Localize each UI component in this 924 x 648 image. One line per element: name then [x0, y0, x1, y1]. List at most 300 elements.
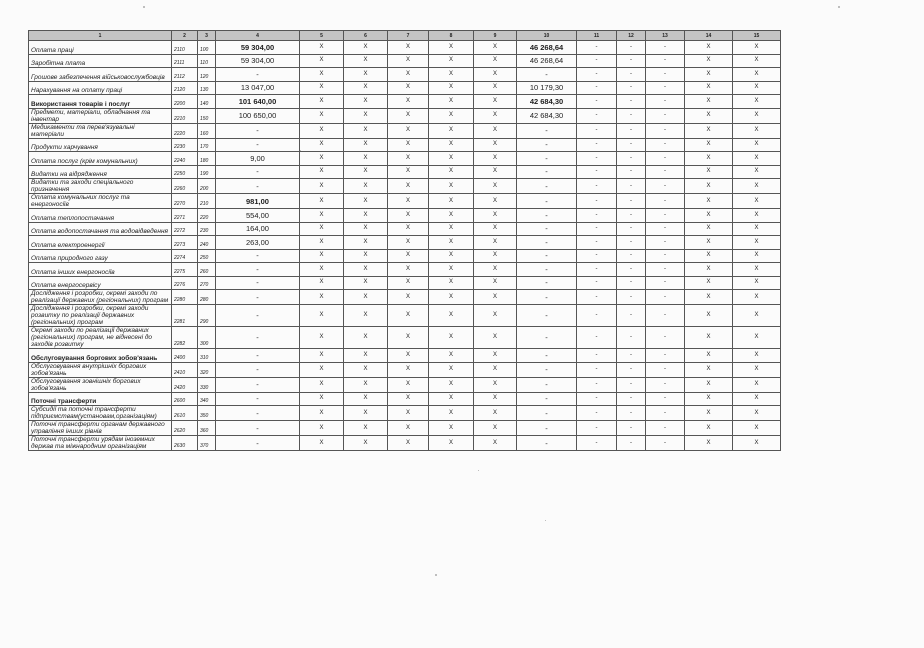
cell-col-6: X — [344, 152, 388, 166]
cell-col-12: - — [617, 68, 646, 82]
cell-col-12: - — [617, 406, 646, 421]
header-cell-13: 13 — [646, 31, 685, 41]
cell-col-14: X — [685, 249, 733, 263]
row-code: 2250 — [172, 165, 198, 179]
cell-col-5: X — [300, 249, 344, 263]
row-code: 2275 — [172, 263, 198, 277]
cell-col-12: - — [617, 421, 646, 436]
row-name: Оплата теплопостачання — [29, 209, 172, 223]
cell-col-5: X — [300, 392, 344, 406]
cell-col-10: - — [517, 179, 577, 194]
row-line-number: 260 — [198, 263, 216, 277]
table-row — [29, 81, 781, 95]
cell-col-15: X — [733, 108, 781, 123]
cell-col-11: - — [577, 123, 617, 138]
header-cell-11: 11 — [577, 31, 617, 41]
row-name: Поточні трансферти — [29, 392, 172, 406]
cell-col-9: X — [474, 138, 517, 152]
cell-col-13: - — [646, 194, 685, 209]
cell-col-15: X — [733, 41, 781, 55]
cell-col-5: X — [300, 179, 344, 194]
cell-col-6: X — [344, 276, 388, 290]
row-line-number: 190 — [198, 165, 216, 179]
cell-col-4: - — [216, 249, 300, 263]
row-code: 2610 — [172, 406, 198, 421]
header-cell-9: 9 — [474, 31, 517, 41]
cell-col-6: X — [344, 290, 388, 305]
table-row — [29, 263, 781, 277]
cell-col-4: - — [216, 165, 300, 179]
cell-col-11: - — [577, 179, 617, 194]
cell-col-8: X — [429, 362, 474, 377]
table-row — [29, 152, 781, 166]
cell-col-9: X — [474, 406, 517, 421]
cell-col-11: - — [577, 421, 617, 436]
row-code: 2620 — [172, 421, 198, 436]
cell-col-10: - — [517, 263, 577, 277]
cell-col-6: X — [344, 68, 388, 82]
cell-col-12: - — [617, 392, 646, 406]
row-name: Обслуговування боргових зобов'язань — [29, 349, 172, 363]
cell-col-7: X — [388, 377, 429, 392]
cell-col-5: X — [300, 95, 344, 109]
cell-col-13: - — [646, 95, 685, 109]
cell-col-9: X — [474, 123, 517, 138]
cell-col-14: X — [685, 406, 733, 421]
cell-col-6: X — [344, 305, 388, 327]
row-name: Оплата праці — [29, 41, 172, 55]
scan-speck — [300, 150, 301, 151]
cell-col-9: X — [474, 421, 517, 436]
cell-col-4: - — [216, 436, 300, 451]
cell-col-8: X — [429, 290, 474, 305]
row-code: 2282 — [172, 327, 198, 349]
cell-col-7: X — [388, 236, 429, 250]
header-cell-5: 5 — [300, 31, 344, 41]
cell-col-8: X — [429, 95, 474, 109]
cell-col-7: X — [388, 249, 429, 263]
cell-col-15: X — [733, 123, 781, 138]
cell-col-12: - — [617, 54, 646, 68]
row-line-number: 120 — [198, 68, 216, 82]
row-line-number: 370 — [198, 436, 216, 451]
cell-col-7: X — [388, 406, 429, 421]
cell-col-14: X — [685, 41, 733, 55]
table-row — [29, 123, 781, 138]
cell-col-9: X — [474, 392, 517, 406]
cell-col-5: X — [300, 81, 344, 95]
row-code: 2110 — [172, 41, 198, 55]
cell-col-7: X — [388, 362, 429, 377]
cell-col-5: X — [300, 68, 344, 82]
cell-col-14: X — [685, 95, 733, 109]
cell-col-8: X — [429, 194, 474, 209]
cell-col-15: X — [733, 68, 781, 82]
cell-col-8: X — [429, 68, 474, 82]
cell-col-12: - — [617, 165, 646, 179]
cell-col-7: X — [388, 327, 429, 349]
cell-col-5: X — [300, 108, 344, 123]
cell-col-10: - — [517, 138, 577, 152]
cell-col-9: X — [474, 152, 517, 166]
cell-col-9: X — [474, 436, 517, 451]
cell-col-10: - — [517, 421, 577, 436]
cell-col-14: X — [685, 179, 733, 194]
cell-col-14: X — [685, 81, 733, 95]
row-line-number: 160 — [198, 123, 216, 138]
cell-col-15: X — [733, 236, 781, 250]
cell-col-14: X — [685, 362, 733, 377]
table-row — [29, 68, 781, 82]
cell-col-8: X — [429, 165, 474, 179]
cell-col-14: X — [685, 68, 733, 82]
cell-col-4: 9,00 — [216, 152, 300, 166]
cell-col-12: - — [617, 327, 646, 349]
cell-col-8: X — [429, 81, 474, 95]
cell-col-10: - — [517, 305, 577, 327]
cell-col-12: - — [617, 362, 646, 377]
scan-speck — [435, 574, 437, 576]
cell-col-8: X — [429, 41, 474, 55]
cell-col-8: X — [429, 436, 474, 451]
cell-col-14: X — [685, 305, 733, 327]
cell-col-13: - — [646, 349, 685, 363]
row-line-number: 200 — [198, 179, 216, 194]
row-line-number: 180 — [198, 152, 216, 166]
row-code: 2112 — [172, 68, 198, 82]
table-row — [29, 54, 781, 68]
row-code: 2260 — [172, 179, 198, 194]
row-line-number: 340 — [198, 392, 216, 406]
cell-col-5: X — [300, 377, 344, 392]
cell-col-9: X — [474, 41, 517, 55]
cell-col-12: - — [617, 236, 646, 250]
row-name: Окремі заходи по реалізації державних (регіональних) програм, не віднесені до заходів розвитку — [29, 327, 172, 349]
cell-col-15: X — [733, 421, 781, 436]
header-cell-14: 14 — [685, 31, 733, 41]
cell-col-4: 101 640,00 — [216, 95, 300, 109]
row-name: Оплата природного газу — [29, 249, 172, 263]
cell-col-10: - — [517, 436, 577, 451]
cell-col-13: - — [646, 327, 685, 349]
row-name: Субсидії та поточні трансферти підприємствам(установам,організаціям) — [29, 406, 172, 421]
cell-col-10: - — [517, 165, 577, 179]
cell-col-12: - — [617, 305, 646, 327]
cell-col-9: X — [474, 377, 517, 392]
row-name: Продукти харчування — [29, 138, 172, 152]
cell-col-9: X — [474, 349, 517, 363]
row-name: Предмети, матеріали, обладнання та інвентар — [29, 108, 172, 123]
cell-col-12: - — [617, 377, 646, 392]
cell-col-7: X — [388, 305, 429, 327]
row-name: Оплата інших енергоносіїв — [29, 263, 172, 277]
cell-col-14: X — [685, 349, 733, 363]
row-line-number: 270 — [198, 276, 216, 290]
row-name: Видатки та заходи спеціального призначення — [29, 179, 172, 194]
cell-col-4: - — [216, 349, 300, 363]
table-row — [29, 305, 781, 327]
cell-col-9: X — [474, 209, 517, 223]
cell-col-7: X — [388, 152, 429, 166]
table-row — [29, 362, 781, 377]
row-name: Грошове забезпечення військовослужбовців — [29, 68, 172, 82]
cell-col-12: - — [617, 209, 646, 223]
cell-col-10: - — [517, 327, 577, 349]
cell-col-5: X — [300, 263, 344, 277]
header-cell-8: 8 — [429, 31, 474, 41]
cell-col-15: X — [733, 377, 781, 392]
cell-col-15: X — [733, 209, 781, 223]
cell-col-9: X — [474, 236, 517, 250]
row-line-number: 350 — [198, 406, 216, 421]
cell-col-13: - — [646, 138, 685, 152]
cell-col-10: - — [517, 377, 577, 392]
cell-col-6: X — [344, 95, 388, 109]
cell-col-11: - — [577, 222, 617, 236]
cell-col-15: X — [733, 165, 781, 179]
cell-col-14: X — [685, 392, 733, 406]
cell-col-9: X — [474, 194, 517, 209]
scan-speck — [143, 6, 145, 8]
row-code: 2271 — [172, 209, 198, 223]
row-code: 2410 — [172, 362, 198, 377]
table-row — [29, 194, 781, 209]
row-code: 2630 — [172, 436, 198, 451]
header-cell-15: 15 — [733, 31, 781, 41]
cell-col-4: 981,00 — [216, 194, 300, 209]
cell-col-9: X — [474, 276, 517, 290]
cell-col-12: - — [617, 123, 646, 138]
cell-col-7: X — [388, 108, 429, 123]
cell-col-4: 59 304,00 — [216, 54, 300, 68]
cell-col-6: X — [344, 392, 388, 406]
table-row — [29, 165, 781, 179]
cell-col-14: X — [685, 138, 733, 152]
table-row — [29, 95, 781, 109]
row-name: Обслуговування внутрішніх боргових зобов'язань — [29, 362, 172, 377]
cell-col-14: X — [685, 222, 733, 236]
cell-col-13: - — [646, 276, 685, 290]
row-line-number: 360 — [198, 421, 216, 436]
cell-col-7: X — [388, 123, 429, 138]
cell-col-15: X — [733, 349, 781, 363]
cell-col-6: X — [344, 327, 388, 349]
cell-col-12: - — [617, 249, 646, 263]
cell-col-11: - — [577, 327, 617, 349]
cell-col-11: - — [577, 194, 617, 209]
header-cell-6: 6 — [344, 31, 388, 41]
cell-col-4: - — [216, 68, 300, 82]
cell-col-12: - — [617, 222, 646, 236]
cell-col-8: X — [429, 276, 474, 290]
cell-col-13: - — [646, 290, 685, 305]
cell-col-8: X — [429, 54, 474, 68]
cell-col-13: - — [646, 377, 685, 392]
cell-col-10: - — [517, 194, 577, 209]
row-code: 2270 — [172, 194, 198, 209]
cell-col-14: X — [685, 194, 733, 209]
cell-col-7: X — [388, 436, 429, 451]
table-row — [29, 222, 781, 236]
cell-col-6: X — [344, 349, 388, 363]
cell-col-15: X — [733, 436, 781, 451]
cell-col-10: - — [517, 290, 577, 305]
cell-col-4: - — [216, 362, 300, 377]
row-name: Поточні трансферти органам державного управління інших рівнів — [29, 421, 172, 436]
table-row — [29, 179, 781, 194]
cell-col-6: X — [344, 54, 388, 68]
cell-col-4: 554,00 — [216, 209, 300, 223]
cell-col-9: X — [474, 290, 517, 305]
cell-col-13: - — [646, 108, 685, 123]
cell-col-12: - — [617, 290, 646, 305]
row-name: Оплата комунальних послуг та енергоносіїв — [29, 194, 172, 209]
cell-col-5: X — [300, 209, 344, 223]
cell-col-8: X — [429, 305, 474, 327]
header-row — [29, 31, 781, 41]
cell-col-6: X — [344, 108, 388, 123]
cell-col-11: - — [577, 165, 617, 179]
cell-col-11: - — [577, 349, 617, 363]
cell-col-9: X — [474, 327, 517, 349]
cell-col-10: - — [517, 236, 577, 250]
cell-col-4: - — [216, 290, 300, 305]
cell-col-5: X — [300, 138, 344, 152]
scan-speck — [838, 6, 840, 8]
cell-col-15: X — [733, 249, 781, 263]
cell-col-11: - — [577, 249, 617, 263]
row-code: 2281 — [172, 305, 198, 327]
cell-col-10: - — [517, 222, 577, 236]
row-line-number: 130 — [198, 81, 216, 95]
cell-col-7: X — [388, 165, 429, 179]
cell-col-11: - — [577, 290, 617, 305]
cell-col-13: - — [646, 209, 685, 223]
table-row — [29, 421, 781, 436]
cell-col-10: 10 179,30 — [517, 81, 577, 95]
cell-col-8: X — [429, 209, 474, 223]
cell-col-8: X — [429, 138, 474, 152]
cell-col-15: X — [733, 362, 781, 377]
row-name: Медикаменти та перев'язувальні матеріали — [29, 123, 172, 138]
cell-col-9: X — [474, 222, 517, 236]
cell-col-12: - — [617, 263, 646, 277]
cell-col-14: X — [685, 54, 733, 68]
header-cell-2: 2 — [172, 31, 198, 41]
cell-col-13: - — [646, 152, 685, 166]
row-line-number: 220 — [198, 209, 216, 223]
cell-col-10: - — [517, 362, 577, 377]
cell-col-11: - — [577, 138, 617, 152]
cell-col-15: X — [733, 263, 781, 277]
cell-col-8: X — [429, 179, 474, 194]
row-name: Дослідження і розробки, окремі заходи розвитку по реалізації державних (регіональних) програм — [29, 305, 172, 327]
cell-col-7: X — [388, 54, 429, 68]
cell-col-4: - — [216, 392, 300, 406]
row-line-number: 290 — [198, 305, 216, 327]
cell-col-7: X — [388, 290, 429, 305]
cell-col-13: - — [646, 305, 685, 327]
cell-col-10: 46 268,64 — [517, 41, 577, 55]
cell-col-11: - — [577, 152, 617, 166]
cell-col-13: - — [646, 263, 685, 277]
cell-col-4: - — [216, 421, 300, 436]
cell-col-14: X — [685, 327, 733, 349]
scan-speck — [478, 470, 479, 471]
scan-speck — [545, 520, 546, 521]
table-row — [29, 108, 781, 123]
cell-col-6: X — [344, 436, 388, 451]
cell-col-4: 100 650,00 — [216, 108, 300, 123]
cell-col-13: - — [646, 81, 685, 95]
row-line-number: 300 — [198, 327, 216, 349]
cell-col-13: - — [646, 362, 685, 377]
cell-col-9: X — [474, 305, 517, 327]
row-code: 2220 — [172, 123, 198, 138]
row-name: Дослідження і розробки, окремі заходи по реалізації державних (регіональних) програм — [29, 290, 172, 305]
cell-col-12: - — [617, 276, 646, 290]
cell-col-4: - — [216, 138, 300, 152]
cell-col-15: X — [733, 305, 781, 327]
cell-col-5: X — [300, 436, 344, 451]
budget-report-table — [28, 30, 781, 451]
row-line-number: 100 — [198, 41, 216, 55]
cell-col-13: - — [646, 68, 685, 82]
cell-col-12: - — [617, 194, 646, 209]
cell-col-13: - — [646, 179, 685, 194]
row-name: Обслуговування зовнішніх боргових зобов'язань — [29, 377, 172, 392]
cell-col-7: X — [388, 263, 429, 277]
cell-col-6: X — [344, 249, 388, 263]
cell-col-10: - — [517, 392, 577, 406]
cell-col-6: X — [344, 194, 388, 209]
cell-col-9: X — [474, 179, 517, 194]
cell-col-4: 164,00 — [216, 222, 300, 236]
row-line-number: 280 — [198, 290, 216, 305]
cell-col-7: X — [388, 209, 429, 223]
cell-col-8: X — [429, 406, 474, 421]
cell-col-6: X — [344, 41, 388, 55]
cell-col-14: X — [685, 290, 733, 305]
cell-col-8: X — [429, 222, 474, 236]
cell-col-12: - — [617, 179, 646, 194]
cell-col-11: - — [577, 68, 617, 82]
cell-col-11: - — [577, 81, 617, 95]
cell-col-5: X — [300, 41, 344, 55]
cell-col-8: X — [429, 123, 474, 138]
cell-col-4: 13 047,00 — [216, 81, 300, 95]
row-line-number: 310 — [198, 349, 216, 363]
cell-col-6: X — [344, 222, 388, 236]
row-code: 2120 — [172, 81, 198, 95]
row-line-number: 330 — [198, 377, 216, 392]
cell-col-5: X — [300, 194, 344, 209]
cell-col-9: X — [474, 108, 517, 123]
table-row — [29, 436, 781, 451]
row-code: 2111 — [172, 54, 198, 68]
cell-col-10: - — [517, 406, 577, 421]
cell-col-11: - — [577, 377, 617, 392]
cell-col-8: X — [429, 421, 474, 436]
cell-col-13: - — [646, 222, 685, 236]
row-line-number: 150 — [198, 108, 216, 123]
cell-col-15: X — [733, 54, 781, 68]
cell-col-8: X — [429, 236, 474, 250]
cell-col-5: X — [300, 362, 344, 377]
cell-col-14: X — [685, 276, 733, 290]
cell-col-4: - — [216, 327, 300, 349]
row-name: Заробітна плата — [29, 54, 172, 68]
